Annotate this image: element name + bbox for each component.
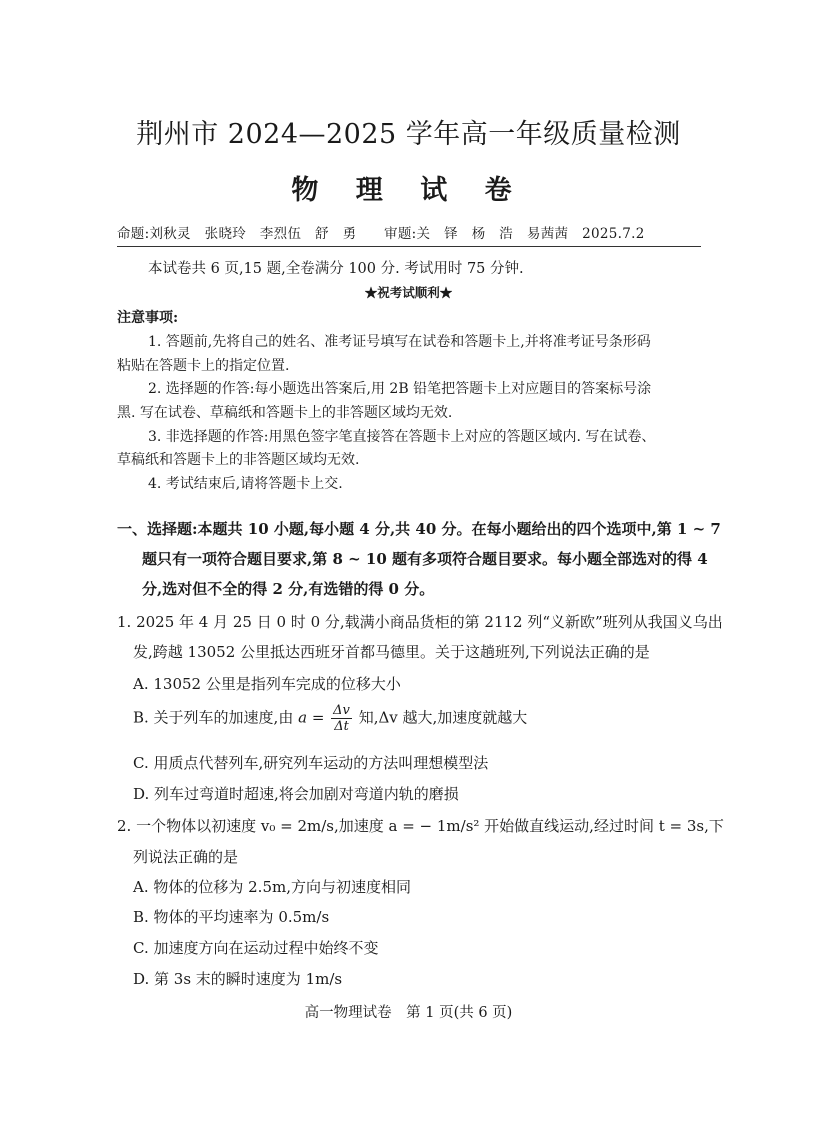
question-1-option-b [133,703,527,734]
notice-line: 2. 选择题的作答:每小题选出答案后,用 2B 铅笔把答题卡上对应题目的答案标号涂 [148,381,652,397]
question-2-option-b: B. 物体的平均速率为 0.5m/s [133,908,330,926]
question-2-stem: 2. 一个物体以初速度 v₀ = 2m/s,加速度 a = − 1m/s² 开始做直线运动,经过时间 t = 3s,下 [117,817,724,835]
question-2-stem: 列说法正确的是 [133,848,239,866]
section-heading: 分,选对但不全的得 2 分,有选错的得 0 分。 [142,580,435,598]
question-1-option-d: D. 列车过弯道时超速,将会加剧对弯道内轨的磨损 [133,785,459,803]
subject-title: 物 理 试 卷 [291,175,526,206]
good-luck-banner: ★祝考试顺利★ [364,285,453,300]
option-b-suffix: 知,Δv 越大,加速度就越大 [358,708,528,727]
notice-line: 粘贴在答题卡上的指定位置. [117,358,290,374]
page-footer: 高一物理试卷 第 1 页(共 6 页) [304,1005,513,1021]
accel-symbol: a [298,708,308,727]
fraction-numerator: Δv [333,703,350,718]
notice-heading: 注意事项: [117,310,179,326]
question-2-option-a: A. 物体的位移为 2.5m,方向与初速度相同 [133,878,411,896]
notice-line: 黑. 写在试卷、草稿纸和答题卡上的非答题区域均无效. [117,405,453,421]
question-1-option-a: A. 13052 公里是指列车完成的位移大小 [133,675,401,693]
exam-title: 荆州市 2024—2025 学年高一年级质量检测 [136,119,681,150]
equals-sign: = [307,708,330,727]
option-b-prefix: B. 关于列车的加速度,由 [133,708,294,727]
exam-intro: 本试卷共 6 页,15 题,全卷满分 100 分. 考试用时 75 分钟. [148,261,524,277]
header-divider [117,246,701,247]
notice-line: 草稿纸和答题卡上的非答题区域均无效. [117,452,360,468]
notice-line: 3. 非选择题的作答:用黑色签字笔直接答在答题卡上对应的答题区域内. 写在试卷、 [148,429,656,445]
section-heading: 题只有一项符合题目要求,第 8 ~ 10 题有多项符合题目要求。每小题全部选对的得 4 [142,550,708,568]
question-2-option-d: D. 第 3s 末的瞬时速度为 1m/s [133,970,343,988]
question-1-stem: 1. 2025 年 4 月 25 日 0 时 0 分,载满小商品货柜的第 2112 列“义新欧”班列从我国义乌出 [117,613,723,631]
question-2-option-c: C. 加速度方向在运动过程中始终不变 [133,939,379,957]
fraction-denominator: Δt [334,719,349,734]
question-1-option-c: C. 用质点代替列车,研究列车运动的方法叫理想模型法 [133,754,489,772]
section-heading: 一、选择题:本题共 10 小题,每小题 4 分,共 40 分。在每小题给出的四个选项中,第 1 ~ 7 [117,520,721,538]
notice-line: 4. 考试结束后,请将答题卡上交. [148,476,343,492]
notice-line: 1. 答题前,先将自己的姓名、准考证号填写在试卷和答题卡上,并将准考证号条形码 [148,334,651,350]
authors-line: 命题:刘秋灵 张晓玲 李烈伍 舒 勇 审题:关 铎 杨 浩 易茜茜 2025.7.2 [117,226,645,242]
question-1-stem: 发,跨越 13052 公里抵达西班牙首都马德里。关于这趟班列,下列说法正确的是 [133,643,650,661]
accel-fraction [331,703,352,734]
